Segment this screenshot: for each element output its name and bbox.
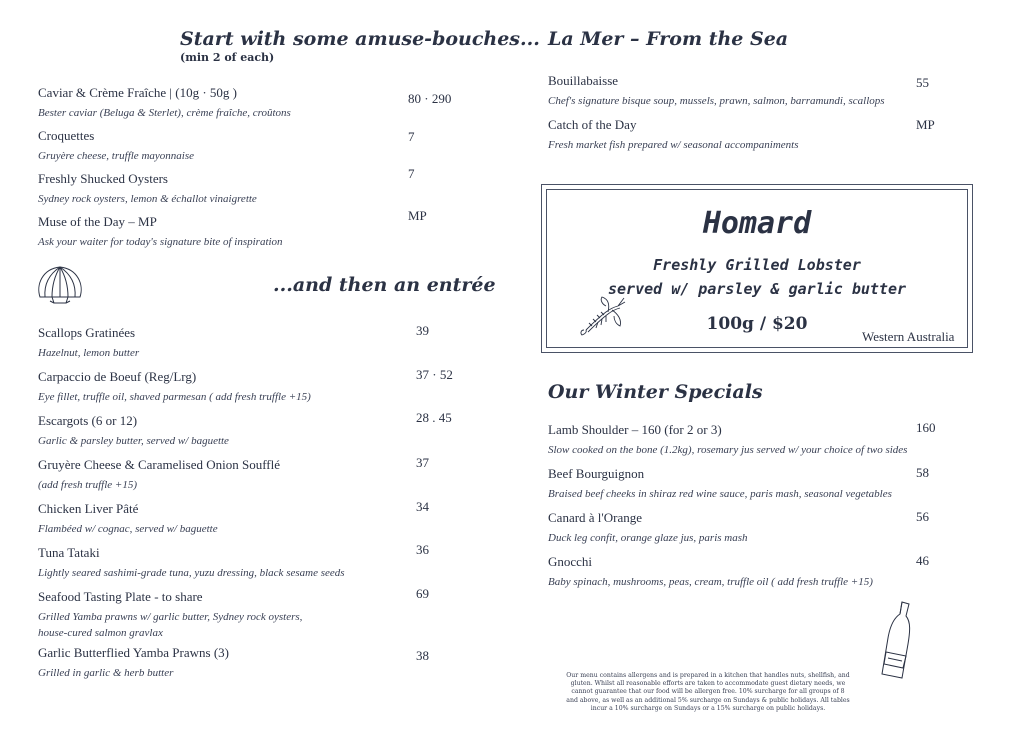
- item-description: Braised beef cheeks in shiraz red wine sauce, paris mash, seasonal vegetables: [548, 488, 892, 500]
- item-description: Duck leg confit, orange glaze jus, paris mash: [548, 532, 748, 544]
- entree-heading: ...and then an entrée: [273, 274, 496, 296]
- item-price: 34: [416, 499, 429, 514]
- item-name: Canard à l'Orange: [548, 510, 643, 525]
- item-description: Grilled Yamba prawns w/ garlic butter, Sydney rock oysters,: [38, 611, 303, 623]
- item-price: 36: [416, 542, 429, 557]
- item-description: Gruyère cheese, truffle mayonnaise: [38, 150, 194, 162]
- item-description: Chef's signature bisque soup, mussels, prawn, salmon, barramundi, scallops: [548, 95, 885, 107]
- lobster-origin: Western Australia: [862, 329, 955, 344]
- item-price: 160: [916, 420, 936, 435]
- item-description: Eye fillet, truffle oil, shaved parmesan ( add fresh truffle +15): [38, 391, 311, 403]
- item-price: 39: [416, 323, 429, 338]
- menu-item: [548, 73, 885, 109]
- item-price: MP: [408, 208, 427, 223]
- item-price: 80 · 290: [408, 91, 452, 106]
- item-name: Beef Bourguignon: [548, 466, 645, 481]
- item-name: Scallops Gratinées: [38, 325, 136, 340]
- item-price: 7: [408, 166, 415, 181]
- item-description: Flambéed w/ cognac, served w/ baguette: [38, 523, 218, 535]
- allergen-surcharge-note: Our menu contains allergens and is prepared in a kitchen that handles nuts, shellfish, and gluten. Whilst all reasonable efforts are taken to accommodate guest dietary needs, we cannot guarantee that our food will be allergen free. 10% surcharge for all groups of 8 and above, as well as an additional 5% surcharge on Sundays & public holidays. All tables incur a 10% surcharge on Sundays or a 15% surcharge on public holidays.: [566, 672, 850, 712]
- menu-item: [38, 501, 218, 537]
- item-price: 28 . 45: [416, 410, 452, 425]
- item-price: 55: [916, 75, 929, 90]
- item-description: Lightly seared sashimi-grade tuna, yuzu dressing, black sesame seeds: [38, 567, 345, 579]
- item-name: Gruyère Cheese & Caramelised Onion Soufflé: [38, 457, 280, 472]
- item-description: Ask your waiter for today's signature bite of inspiration: [38, 236, 283, 248]
- item-name: Seafood Tasting Plate - to share: [38, 589, 203, 604]
- item-name: Bouillabaisse: [548, 73, 619, 88]
- menu-item: [548, 554, 873, 590]
- lobster-title: Homard: [702, 206, 812, 241]
- menu-item: [548, 422, 907, 458]
- menu-item: [548, 466, 892, 502]
- item-name: Carpaccio de Boeuf (Reg/Lrg): [38, 369, 197, 384]
- item-price: 69: [416, 586, 429, 601]
- menu-item: [38, 171, 257, 207]
- item-price: 58: [916, 465, 929, 480]
- item-name: Chicken Liver Pâté: [38, 501, 139, 516]
- item-name: Muse of the Day – MP: [38, 214, 157, 229]
- menu-item: [548, 510, 748, 546]
- item-description: (add fresh truffle +15): [38, 479, 137, 491]
- item-name: Catch of the Day: [548, 117, 637, 132]
- lobster-line-1: Freshly Grilled Lobster: [653, 256, 861, 274]
- scallop-shell-icon: [34, 263, 86, 305]
- item-name: Escargots (6 or 12): [38, 413, 138, 428]
- item-description: Fresh market fish prepared w/ seasonal accompaniments: [548, 139, 799, 151]
- item-description: Baby spinach, mushrooms, peas, cream, truffle oil ( add fresh truffle +15): [548, 576, 873, 588]
- item-description: Hazelnut, lemon butter: [38, 347, 140, 359]
- wine-bottle-icon: [878, 600, 914, 682]
- item-price: 7: [408, 129, 415, 144]
- amuse-note: (min 2 of each): [180, 51, 275, 64]
- winter-heading: Our Winter Specials: [548, 381, 763, 403]
- item-name: Tuna Tataki: [38, 545, 100, 560]
- item-description: Sydney rock oysters, lemon & échallot vinaigrette: [38, 193, 257, 205]
- menu-item: [38, 413, 229, 449]
- item-description: Slow cooked on the bone (1.2kg), rosemary jus served w/ your choice of two sides: [548, 444, 908, 456]
- lobster-price: 100g / $20: [706, 314, 808, 334]
- item-price: MP: [916, 117, 935, 132]
- item-name: Lamb Shoulder – 160 (for 2 or 3): [548, 422, 722, 437]
- item-description: Grilled in garlic & herb butter: [38, 667, 174, 679]
- menu-item: [38, 128, 194, 164]
- item-description: Bester caviar (Beluga & Sterlet), crème fraîche, croûtons: [38, 107, 291, 119]
- item-description: Garlic & parsley butter, served w/ baguette: [38, 435, 229, 447]
- menu-item: [38, 214, 283, 250]
- menu-item: [38, 325, 139, 361]
- amuse-heading: Start with some amuse-bouches...: [180, 28, 540, 50]
- menu-item: [548, 117, 799, 153]
- menu-item: [38, 85, 291, 121]
- menu-item: [38, 545, 345, 581]
- item-price: 37: [416, 455, 429, 470]
- item-price: 38: [416, 648, 429, 663]
- menu-item: [38, 369, 311, 405]
- item-price: 56: [916, 509, 929, 524]
- lobster-sketch-icon: [578, 294, 628, 336]
- item-price: 46: [916, 553, 929, 568]
- item-name: Caviar & Crème Fraîche | (10g · 50g ): [38, 85, 237, 100]
- menu-item: [38, 589, 302, 641]
- item-description-line2: house-cured salmon gravlax: [38, 627, 163, 639]
- item-name: Freshly Shucked Oysters: [38, 171, 168, 186]
- lobster-line-2: served w/ parsley & garlic butter: [607, 280, 906, 298]
- item-name: Garlic Butterflied Yamba Prawns (3): [38, 645, 229, 660]
- menu-item: [38, 645, 229, 681]
- item-price: 37 · 52: [416, 367, 453, 382]
- item-name: Gnocchi: [548, 554, 593, 569]
- item-name: Croquettes: [38, 128, 95, 143]
- sea-heading: La Mer – From the Sea: [548, 28, 789, 50]
- menu-item: [38, 457, 280, 493]
